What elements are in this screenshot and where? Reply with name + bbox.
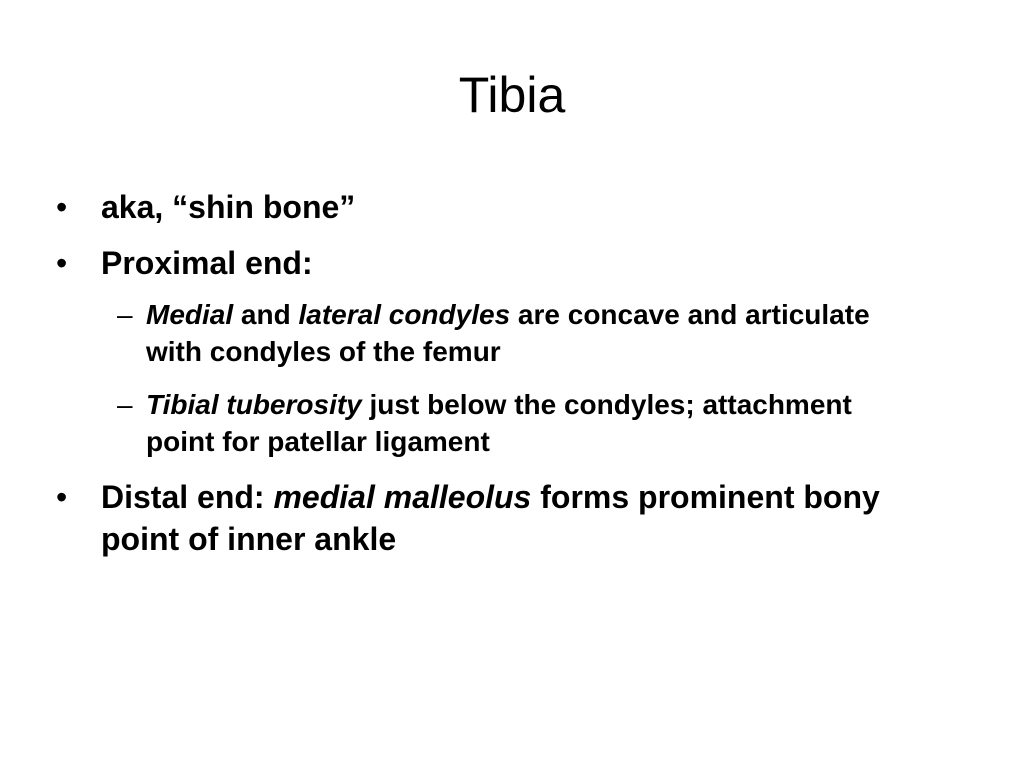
bullet-marker: •: [56, 189, 68, 225]
sub-bullet-condyles: [101, 296, 916, 370]
italic-term: medial malleolus: [273, 479, 532, 515]
text-run: and: [233, 299, 299, 330]
text-run: Distal end:: [101, 479, 274, 515]
italic-term: Tibial tuberosity: [146, 389, 362, 420]
bullet-text: [101, 479, 880, 557]
text-run: just below the condyles; attachment point for patellar ligament: [146, 389, 852, 457]
bullet-marker: •: [56, 479, 68, 515]
dash-marker: –: [117, 389, 133, 420]
sub-bullet-tuberosity: [101, 386, 916, 460]
italic-term: Medial: [146, 299, 234, 330]
bullet-item-distal-end: [56, 476, 916, 560]
bullet-item-proximal-end: [56, 242, 916, 460]
text-run: are concave and articulate with condyles of the femur: [146, 299, 870, 367]
bullet-item-aka: [56, 186, 916, 228]
sub-bullet-text: [146, 386, 916, 460]
sub-bullet-text: [146, 296, 916, 370]
text-run: forms prominent bony point of inner ankle: [101, 479, 880, 557]
dash-marker: –: [117, 299, 133, 330]
bullet-list: [56, 186, 916, 574]
bullet-text: Proximal end:: [101, 245, 313, 281]
bullet-text: aka, “shin bone”: [101, 189, 356, 225]
italic-term: lateral condyles: [298, 299, 511, 330]
sub-bullet-list: [101, 296, 916, 460]
bullet-marker: •: [56, 245, 68, 281]
slide-title: Tibia: [458, 67, 566, 123]
